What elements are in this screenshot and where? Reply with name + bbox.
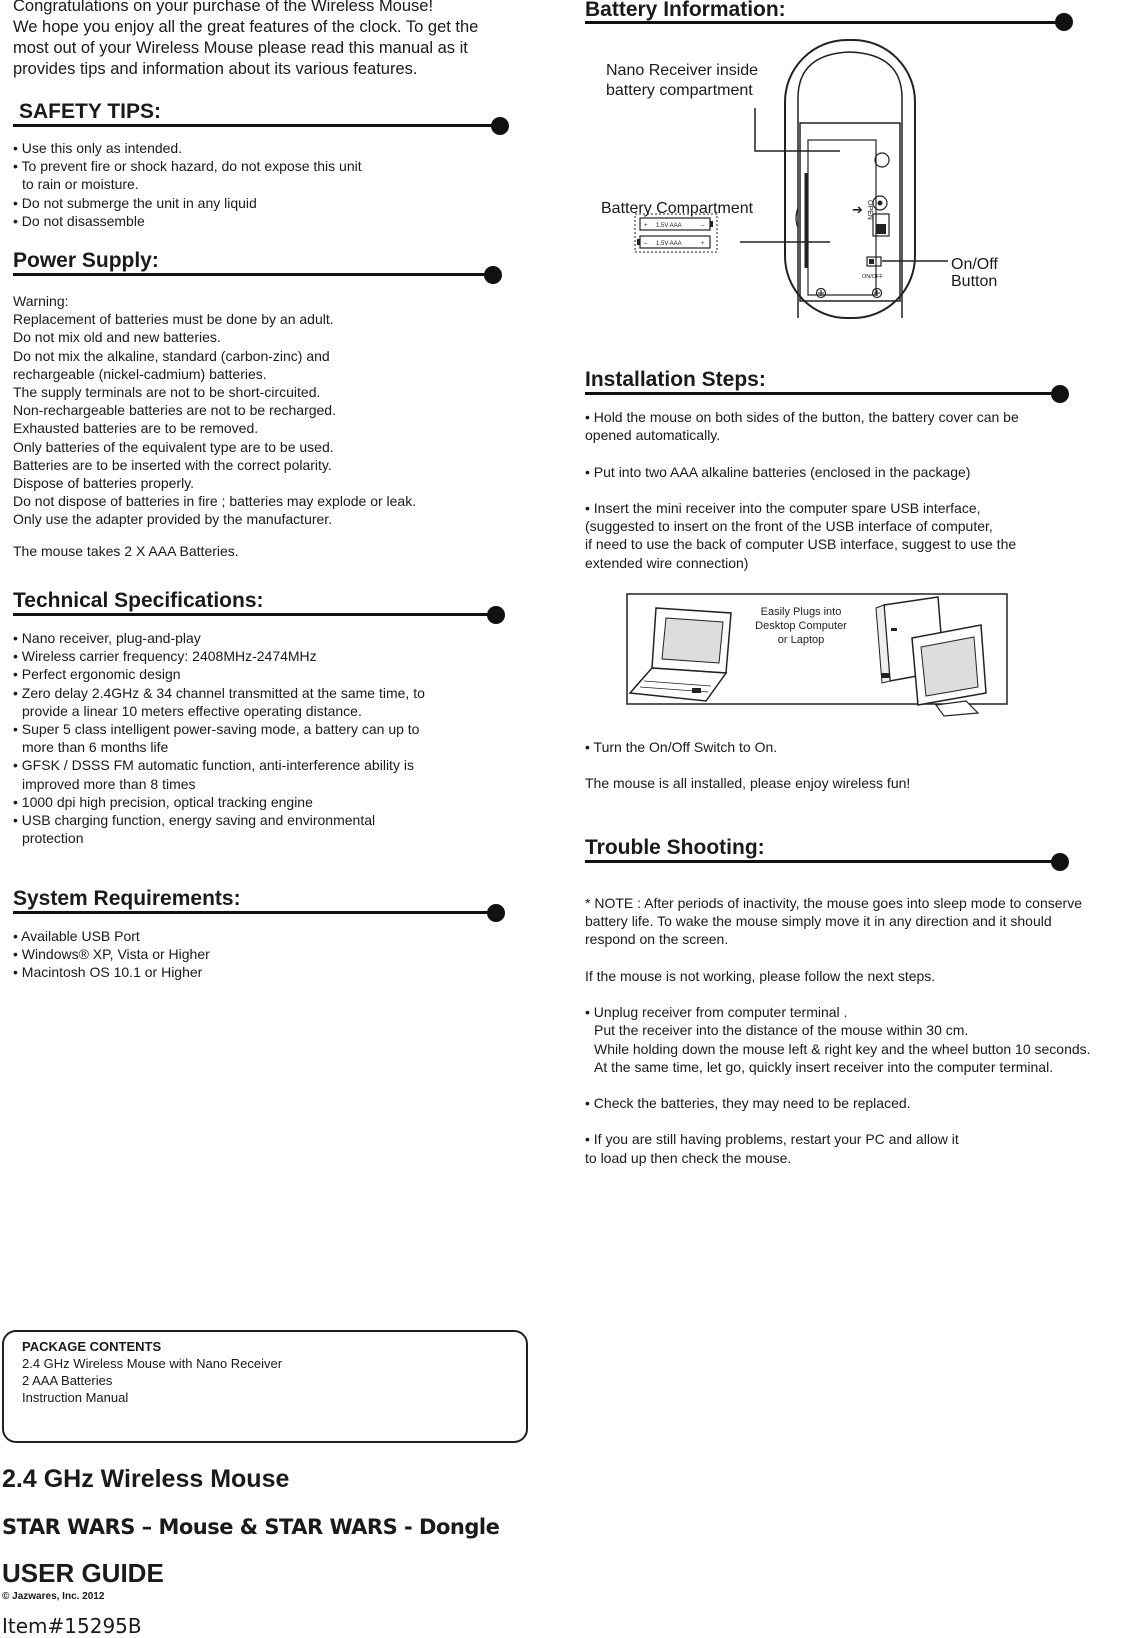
battery-cell-text: 1.5V AAA (656, 223, 682, 229)
list-item: • Nano receiver, plug-and-play (13, 630, 201, 646)
product-title: 2.4 GHz Wireless Mouse (2, 1465, 290, 1493)
list-item: if need to use the back of computer USB interface, suggest to use the (585, 536, 1017, 553)
list-item: 2 AAA Batteries (22, 1373, 113, 1388)
power-supply-list (13, 292, 416, 528)
battery-sign: + (644, 223, 648, 229)
list-item: While holding down the mouse left & right key and the wheel button 10 seconds. (594, 1040, 1091, 1057)
battery-info-title: Battery Information: (585, 0, 786, 21)
system-requirements-title: System Requirements: (13, 887, 241, 910)
list-item: Do not mix the alkaline, standard (carbon-zinc) and (13, 347, 330, 364)
list-item: 2.4 GHz Wireless Mouse with Nano Receiver (22, 1356, 283, 1371)
list-item: • USB charging function, energy saving and environmental (13, 811, 376, 828)
figure-caption-line: Desktop Computer (755, 620, 847, 632)
list-item: The supply terminals are not to be short-circuited. (13, 383, 321, 400)
list-item: • Use this only as intended. (13, 140, 183, 156)
list-item: • Do not submerge the unit in any liquid (13, 194, 257, 211)
safety-tips-title: SAFETY TIPS: (19, 100, 161, 123)
list-item: more than 6 months life (22, 739, 169, 756)
section-rule (585, 860, 1060, 863)
compartment-frame (800, 123, 900, 301)
system-requirements-list (13, 927, 210, 982)
trouble-shooting-list (585, 894, 1091, 1167)
computer-figure (626, 593, 1008, 718)
section-rule (13, 911, 496, 914)
section-rule-dot (1051, 853, 1069, 871)
installation-final-list (585, 738, 910, 793)
list-item: opened automatically. (585, 427, 721, 444)
package-contents-box (2, 1330, 528, 1443)
intro-paragraph (13, 0, 533, 80)
intro-line: provides tips and information about its various features. (13, 60, 418, 78)
compartment-label: Battery Compartment (601, 200, 754, 217)
list-item: • Hold the mouse on both sides of the button, the battery cover can be (585, 409, 1019, 425)
open-label: OPEN (866, 200, 873, 220)
figure-caption-line: or Laptop (777, 634, 825, 646)
list-item: to rain or moisture. (22, 176, 139, 193)
battery-terminal (637, 239, 640, 245)
list-item: • Zero delay 2.4GHz & 34 channel transmitted at the same time, to (13, 684, 425, 701)
onoff-label-line: On/Off (951, 256, 998, 273)
safety-tips-list (13, 139, 362, 230)
intro-line: We hope you enjoy all the great features of the clock. To get the (13, 18, 479, 36)
list-item: • To prevent fire or shock hazard, do not expose this unit (13, 158, 362, 175)
section-rule (13, 613, 496, 616)
mouse-battery-diagram (630, 38, 960, 323)
list-item: Non-rechargeable batteries are not to be recharged. (13, 402, 336, 419)
list-item: • 1000 dpi high precision, optical tracking engine (13, 793, 313, 810)
copyright: © Jazwares, Inc. 2012 (2, 1591, 105, 1602)
user-guide-title: USER GUIDE (2, 1558, 164, 1588)
list-item: improved more than 8 times (22, 775, 196, 792)
list-item: provide a linear 10 meters effective operating distance. (22, 702, 362, 719)
list-item: • Do not disassemble (13, 212, 145, 229)
list-item: • Windows® XP, Vista or Higher (13, 946, 210, 963)
installation-steps-title: Installation Steps: (585, 368, 766, 391)
list-item (585, 481, 1019, 499)
list-item: Warning: (13, 293, 69, 309)
section-rule-dot (487, 904, 505, 922)
list-item: The mouse is all installed, please enjoy wireless fun! (585, 775, 911, 792)
list-item: Do not dispose of batteries in fire ; batteries may explode or leak. (13, 493, 417, 510)
list-item (585, 949, 1091, 967)
list-item (585, 444, 1019, 462)
battery-sign: – (701, 223, 705, 229)
list-item: If the mouse is not working, please follow the next steps. (585, 967, 936, 984)
section-rule-dot (491, 117, 509, 135)
section-rule-dot (1055, 13, 1073, 31)
onoff-switch-label: ON/OFF (862, 274, 883, 280)
list-item: battery life. To wake the mouse simply move it in any direction and it should (585, 913, 1052, 930)
list-item: • Unplug receiver from computer terminal . (585, 1004, 848, 1021)
section-rule-dot (1051, 385, 1069, 403)
indicator-light (875, 153, 889, 167)
battery-sign: + (701, 241, 705, 247)
list-item: extended wire connection) (585, 554, 749, 571)
list-item: • GFSK / DSSS FM automatic function, anti-interference ability is (13, 757, 414, 774)
intro-line: Congratulations on your purchase of the Wireless Mouse! (13, 0, 434, 15)
list-item: Exhausted batteries are to be removed. (13, 420, 259, 437)
list-item: protection (22, 830, 84, 847)
sensor-dot (878, 201, 883, 206)
mouse-inner-outline (798, 52, 902, 318)
power-supply-title: Power Supply: (13, 249, 159, 272)
list-item: • Perfect ergonomic design (13, 666, 181, 683)
list-item: • Wireless carrier frequency: 2408MHz-2474MHz (13, 648, 317, 665)
list-item (585, 1076, 1091, 1094)
list-item (585, 985, 1091, 1003)
product-names: STAR WARS – Mouse & STAR WARS - Dongle (2, 1515, 500, 1539)
list-item: Dispose of batteries properly. (13, 474, 195, 491)
figure-caption-line: Easily Plugs into (760, 606, 842, 618)
section-rule (585, 392, 1060, 395)
list-item: (suggested to insert on the front of the USB interface of computer, (585, 518, 993, 535)
list-item: respond on the screen. (585, 931, 729, 948)
list-item: • Macintosh OS 10.1 or Higher (13, 964, 203, 981)
list-item (585, 1112, 1091, 1130)
list-item: Do not mix old and new batteries. (13, 329, 221, 346)
list-item: Only use the adapter provided by the manufacturer. (13, 511, 333, 528)
list-item: rechargeable (nickel-cadmium) batteries. (13, 365, 267, 382)
onoff-switch-knob (869, 259, 874, 264)
section-rule (585, 21, 1065, 24)
battery-sign: – (644, 241, 648, 247)
list-item: Instruction Manual (22, 1390, 129, 1405)
compartment-door (808, 140, 876, 295)
receiver-label-line: Nano Receiver inside (606, 62, 759, 79)
onoff-label-line: Button (951, 273, 998, 290)
tech-specs-title: Technical Specifications: (13, 589, 264, 612)
list-item: * NOTE : After periods of inactivity, the mouse goes into sleep mode to conserve (585, 895, 1082, 911)
list-item: • Super 5 class intelligent power-saving mode, a battery can up to (13, 720, 420, 737)
list-item: • Check the batteries, they may need to be replaced. (585, 1095, 911, 1112)
list-item: • If you are still having problems, restart your PC and allow it (585, 1131, 959, 1148)
trouble-shooting-title: Trouble Shooting: (585, 836, 765, 859)
package-contents-heading: PACKAGE CONTENTS (22, 1339, 162, 1354)
list-item: • Available USB Port (13, 928, 140, 944)
list-item: • Insert the mini receiver into the computer spare USB interface, (585, 499, 981, 516)
list-item: Only batteries of the equivalent type are to be used. (13, 438, 334, 455)
list-item: Replacement of batteries must be done by an adult. (13, 311, 334, 328)
list-item: Batteries are to be inserted with the correct polarity. (13, 456, 332, 473)
section-rule (13, 273, 493, 276)
installation-steps-list (585, 408, 1019, 572)
receiver-plug (876, 224, 886, 234)
battery-terminal (710, 221, 713, 227)
section-rule-dot (487, 606, 505, 624)
list-item: • Turn the On/Off Switch to On. (585, 739, 778, 755)
list-item: • Put into two AAA alkaline batteries (enclosed in the package) (585, 463, 971, 480)
arrow-icon: ➔ (852, 203, 863, 218)
list-item: At the same time, let go, quickly insert receiver into the computer terminal. (594, 1058, 1054, 1075)
list-item: Put the receiver into the distance of the mouse within 30 cm. (594, 1022, 969, 1039)
tech-specs-list (13, 629, 425, 847)
intro-line: most out of your Wireless Mouse please read this manual as it (13, 39, 468, 57)
battery-cell-text: 1.5V AAA (656, 241, 682, 247)
section-rule-dot (484, 266, 502, 284)
list-item: to load up then check the mouse. (585, 1149, 792, 1166)
list-item (585, 756, 910, 774)
item-number: Item#15295B (2, 1614, 142, 1638)
battery-note: The mouse takes 2 X AAA Batteries. (13, 543, 239, 559)
section-rule (13, 124, 500, 127)
receiver-label-line: battery compartment (606, 82, 753, 99)
